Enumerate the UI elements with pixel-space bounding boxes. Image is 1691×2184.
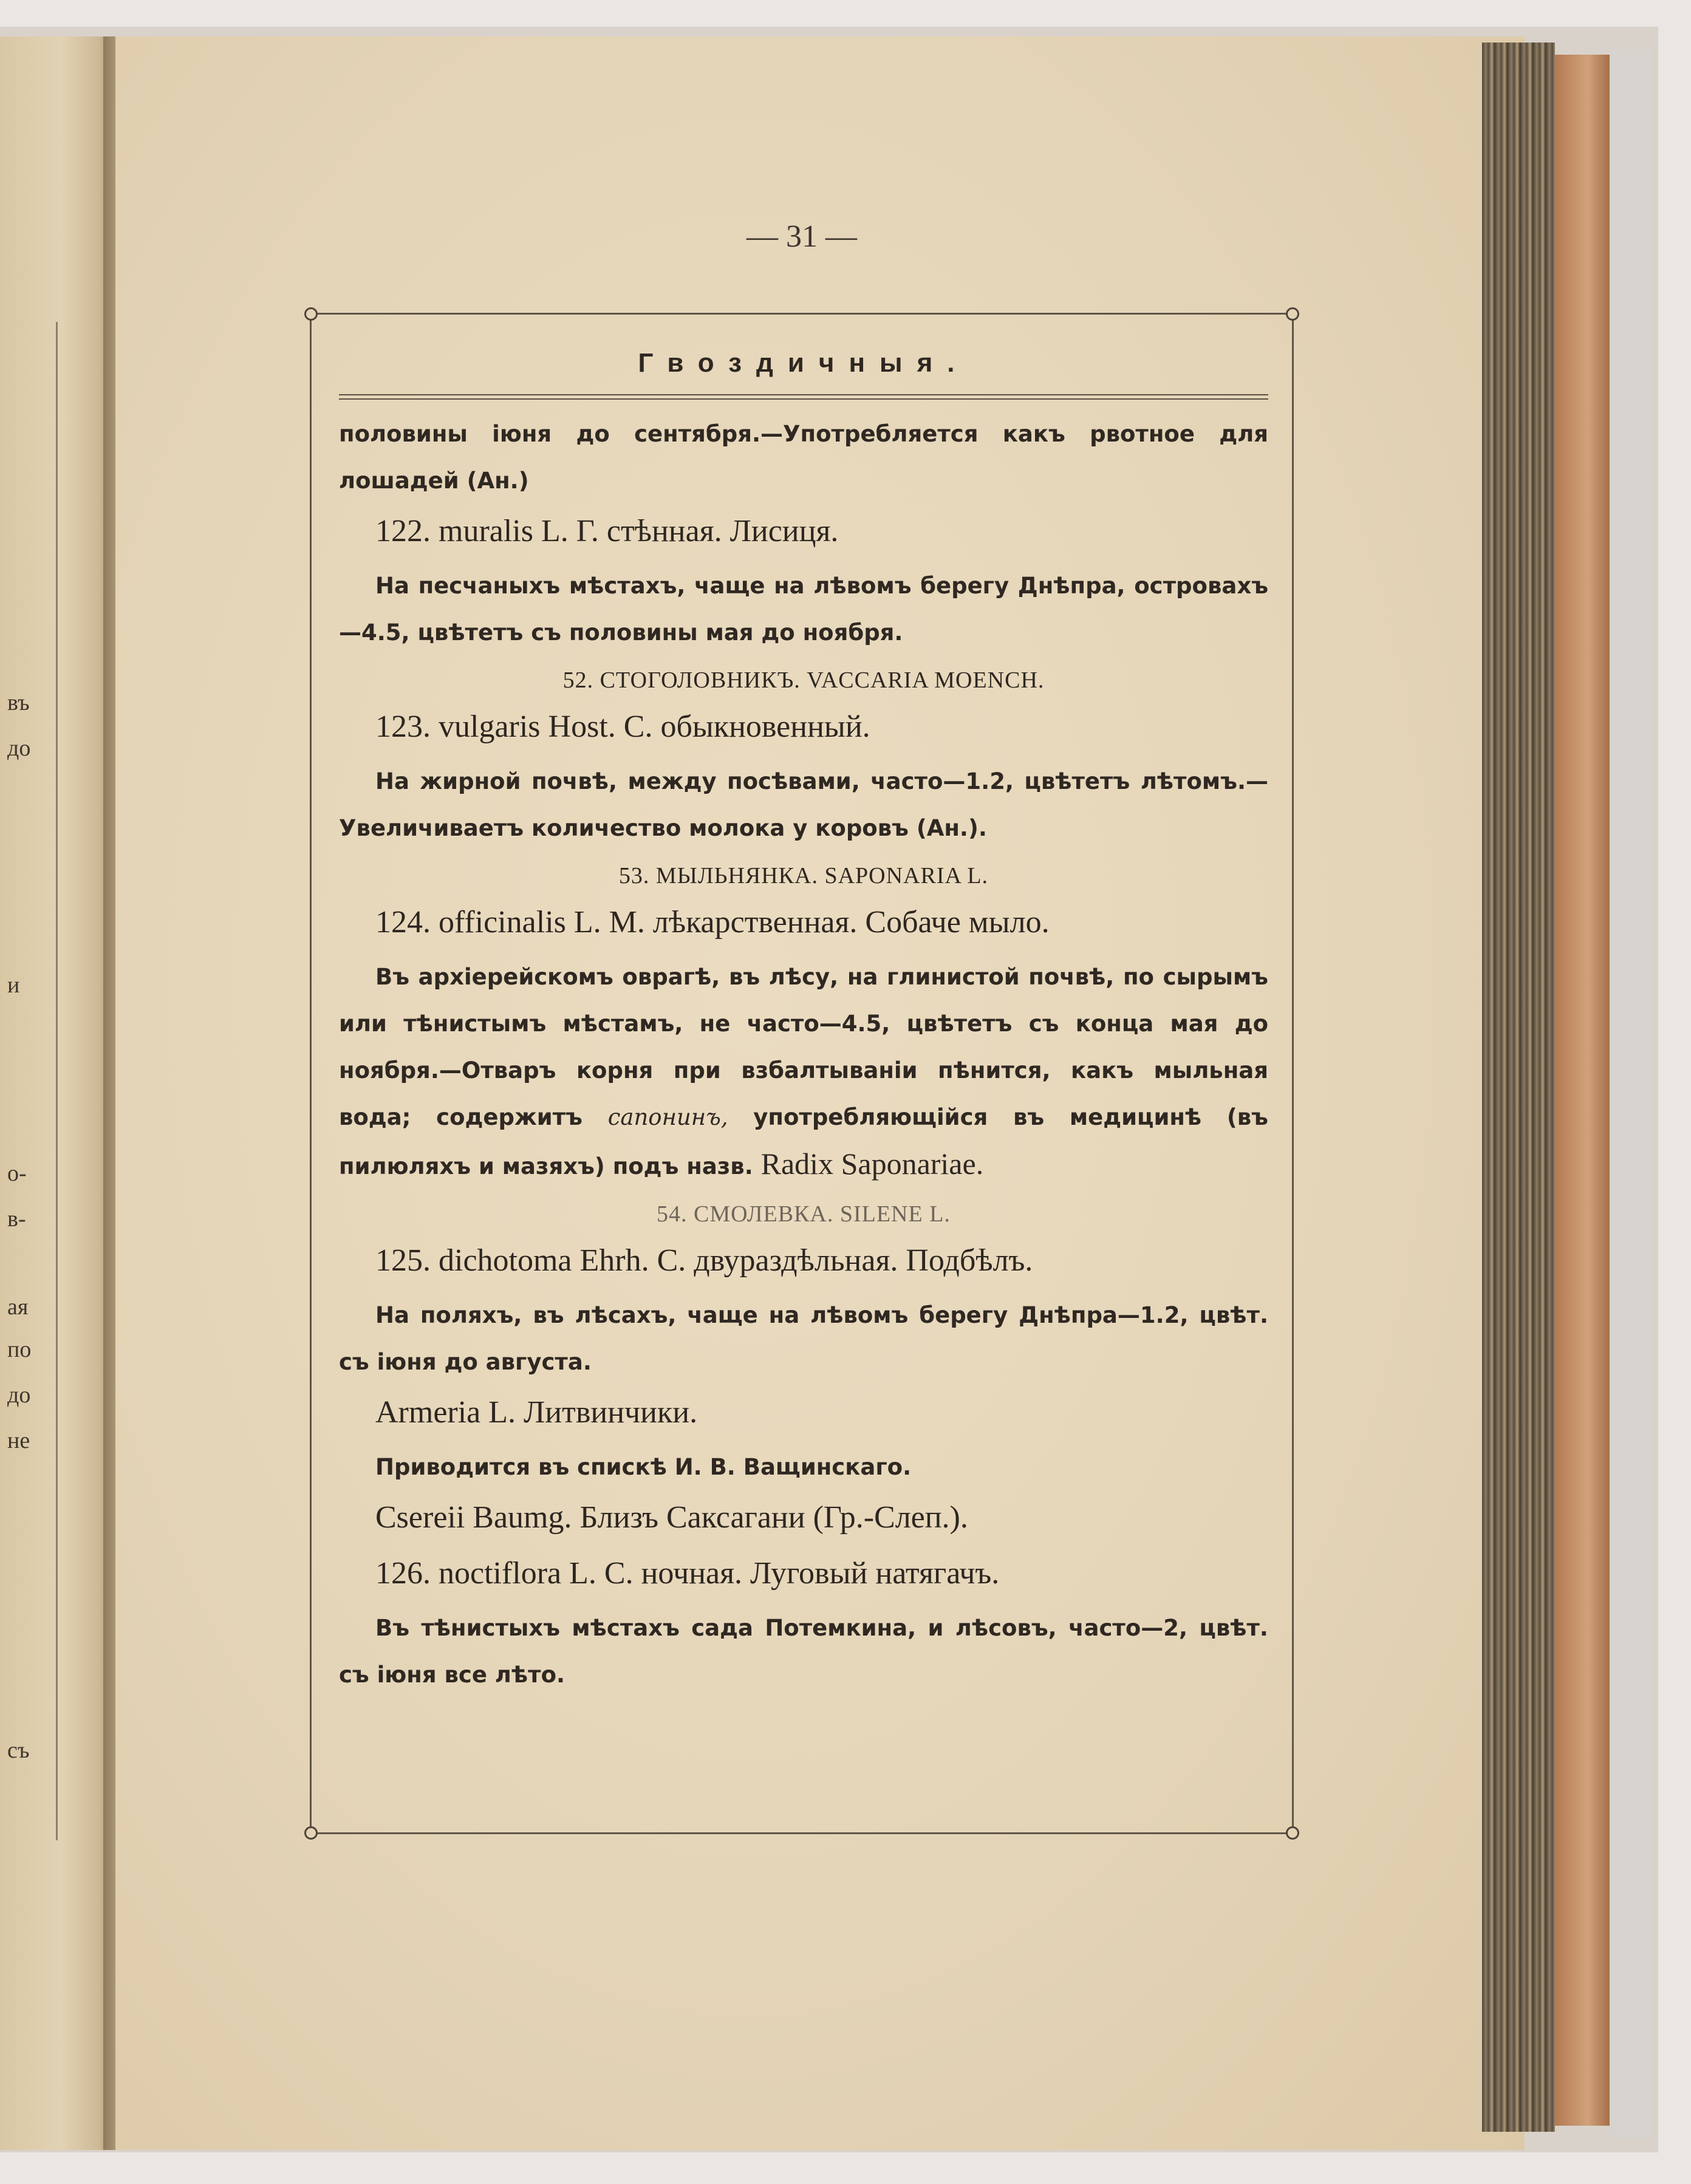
section-title: Гвоздичныя. (638, 348, 969, 378)
paragraph-122: На песчаныхъ мѣстахъ, чаще на лѣвомъ берегу Днѣпра, островахъ—4.5, цвѣтетъ съ половины мая до ноября. (339, 573, 1268, 646)
species-124: 124. officinalis L. M. лѣкарственная. Собаче мыло. (375, 905, 1050, 940)
book-cover-edge (1555, 55, 1610, 2126)
species-125: 125. dichotoma Ehrh. С. двураздѣльная. Подбѣлъ. (375, 1243, 1033, 1278)
left-fragment: о- (7, 1161, 27, 1186)
paragraph-124 (339, 954, 1268, 1190)
right-page (115, 36, 1525, 2150)
species-122: 122. muralis L. Г. стѣнная. Лисиця. (375, 514, 839, 548)
left-fragment: по (7, 1337, 32, 1362)
genus-52: 52. СТОГОЛОВНИКЪ. VACCARIA MOENCH. (562, 667, 1045, 693)
species-armeria: Armeria L. Литвинчики. (375, 1395, 698, 1430)
genus-53: 53. МЫЛЬНЯНКА. SAPONARIA L. (618, 863, 989, 889)
left-fragment: до (7, 735, 31, 761)
left-fragment: въ (7, 690, 30, 715)
left-fragment: ая (7, 1294, 29, 1320)
left-fragment: не (7, 1428, 30, 1453)
species-126: 126. noctiflora L. С. ночная. Луговый натягачъ. (375, 1556, 1000, 1591)
left-page (0, 36, 112, 2150)
frame-corner-ornament (1286, 307, 1299, 321)
page-edges (1482, 43, 1555, 2132)
paragraph-124-italic: сапонинъ, (607, 1104, 728, 1130)
frame-corner-ornament (304, 307, 318, 321)
genus-54: 54. СМОЛЕВКА. SILENE L. (657, 1201, 951, 1227)
species-123: 123. vulgaris Host. С. обыкновенный. (375, 709, 870, 744)
paragraph-125: На поляхъ, въ лѣсахъ, чаще на лѣвомъ берегу Днѣпра—1.2, цвѣт. съ іюня до августа. (339, 1302, 1268, 1375)
left-fragment: и (7, 972, 20, 998)
paragraph-123: На жирной почвѣ, между посѣвами, часто—1.2, цвѣтетъ лѣтомъ.—Увеличиваетъ количество молока у коровъ (Ан.). (339, 768, 1268, 841)
paragraph-armeria: Приводится въ спискѣ И. В. Ващинскаго. (375, 1454, 912, 1480)
left-fragment: в- (7, 1206, 26, 1232)
page-content (339, 315, 1268, 1698)
frame-corner-ornament (304, 1826, 318, 1840)
left-page-frame (0, 322, 58, 1840)
paragraph-124-text-a: Въ архіерейскомъ оврагѣ, въ лѣсу, на глинистой почвѣ, по сырымъ или тѣнистымъ мѣстамъ, не часто—4.5, цвѣтетъ съ конца мая до ноября.—Отваръ корня при взбалтываніи пѣнится, какъ мыльная вода; содержитъ (339, 964, 1268, 1130)
title-divider (339, 394, 1268, 400)
paragraph-126: Въ тѣнистыхъ мѣстахъ сада Потемкина, и лѣсовъ, часто—2, цвѣт. съ іюня все лѣто. (339, 1615, 1268, 1688)
paragraph-124-text-b: употребляющійся въ медицинѣ (въ пилюляхъ и мазяхъ) подъ назв. (339, 1104, 1268, 1179)
species-csereii: Csereii Baumg. Близъ Саксагани (Гр.-Слеп.). (375, 1500, 968, 1535)
left-fragment: до (7, 1382, 31, 1408)
scan-border (1610, 49, 1652, 2138)
frame-corner-ornament (1286, 1826, 1299, 1840)
left-fragment: съ (7, 1738, 30, 1763)
paragraph-intro: половины іюня до сентября.—Употребляется какъ рвотное для лошадей (Ан.) (339, 421, 1268, 494)
text-frame (310, 313, 1294, 1834)
paragraph-124-latin: Radix Saponariae. (760, 1147, 984, 1181)
page-number: — 31 — (746, 219, 857, 254)
